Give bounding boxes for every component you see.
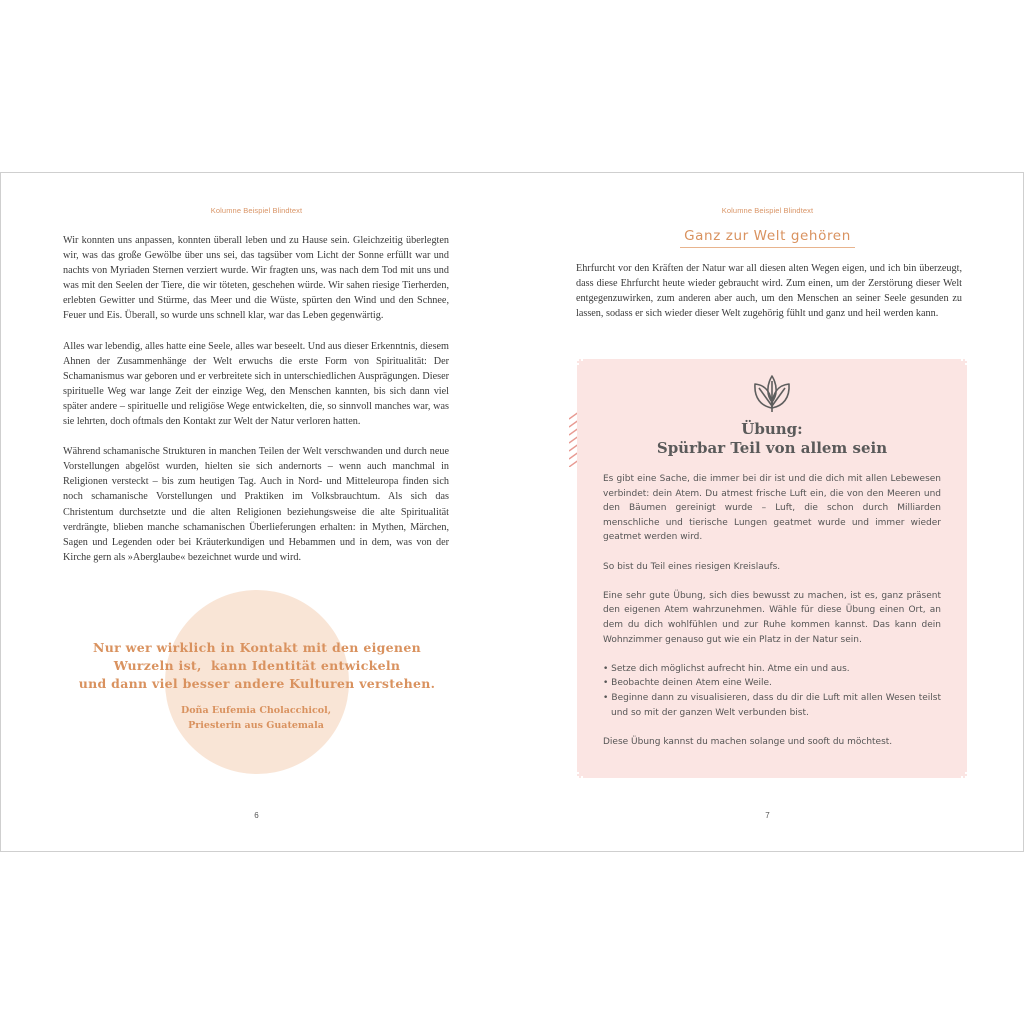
pull-quote-line-2: Wurzeln ist, kann Identität entwickeln (113, 658, 401, 673)
left-paragraph-2: Alles war lebendig, alles hatte eine Seele, alles war beseelt. Und aus dieser Erkenntnis, diesem Ahnen der Zusammenhänge der Welt erwuchs die erste Form von Spiritualität: Der Schamanismus war geboren und er verbreitete sich in unterschiedlichen Ausprägungen. Dieser spirituelle Weg war lange Zeit der einzige Weg, den Menschen kannten, bis sich dann viel später andere – spirituelle und religiöse Wege entwickelten, die, so sinnvoll manches war, was sie lehrten, doch oftmals den Kontakt zur Welt der Natur verloren hatten. (63, 340, 449, 428)
page-number-right: 7 (765, 811, 770, 820)
section-heading: Ganz zur Welt gehören (680, 228, 855, 248)
page-number-left: 6 (254, 811, 259, 820)
corner-dots-tr (961, 359, 967, 365)
pull-quote (71, 639, 443, 693)
exercise-bullet-3: • Beginne dann zu visualisieren, dass du dir die Luft mit allen Wesen teilst und so mit der ganzen Welt verbunden bist. (603, 692, 941, 718)
exercise-title-line-1: Übung: (741, 420, 803, 438)
exercise-bullet-2: • Beobachte deinen Atem eine Weile. (603, 678, 772, 689)
exercise-title (577, 420, 967, 458)
exercise-paragraph-2: So bist du Teil eines riesigen Kreislaufs. (603, 561, 781, 572)
exercise-title-line-2: Spürbar Teil von allem sein (656, 439, 888, 457)
leaf-icon (751, 372, 793, 414)
exercise-paragraph-1: Es gibt eine Sache, die immer bei dir ist und die dich mit allen Lebewesen verbindet: dein Atem. Du atmest frische Luft ein, die von den Meeren und den Bäumen gereinigt wurde – Luft, die schon durch Milliarden menschliche und tierische Lungen geatmet wurde und immer wieder geatmet werden wird. (603, 474, 941, 543)
pull-quote-line-1: Nur wer wirklich in Kontakt mit den eigenen (93, 640, 421, 655)
right-body-text (576, 261, 962, 336)
quote-author (151, 703, 361, 733)
exercise-closing: Diese Übung kannst du machen solange und sooft du möchtest. (603, 736, 893, 747)
left-page (1, 173, 512, 851)
exercise-box (577, 359, 967, 778)
running-head-left: Kolumne Beispiel Blindtext (210, 206, 303, 215)
corner-dots-tl (577, 359, 583, 365)
right-intro-paragraph: Ehrfurcht vor den Kräften der Natur war all diesen alten Wegen eigen, und ich bin überzeugt, dass diese Ehrfurcht heute wieder gebraucht wird. Zum einen, um der Zerstörung dieser Welt entgegenzuwirken, zum anderen aber auch, um den Menschen an seiner Seele gesunden zu lassen, sodass er sich wieder dieser Welt zugehörig fühlt und ganz und heil werden kann. (576, 263, 962, 320)
quote-author-role: Priesterin aus Guatemala (188, 720, 324, 731)
pull-quote-line-3: und dann viel besser andere Kulturen verstehen. (78, 676, 436, 691)
exercise-paragraph-3: Eine sehr gute Übung, sich dies bewusst zu machen, ist es, ganz präsent den eigenen Atem wahrzunehmen. Wähle für diese Übung einen Ort, an dem du dich wohlfühlen und zur Ruhe kommen kannst. Das kann dein Wohnzimmer genauso gut wie ein Platz in der Natur sein. (603, 590, 941, 645)
left-body-text (63, 233, 449, 580)
corner-dots-br (961, 772, 967, 778)
exercise-text (603, 472, 941, 764)
book-spread (0, 172, 1024, 852)
exercise-bullet-1: • Setze dich möglichst aufrecht hin. Atme ein und aus. (603, 663, 850, 674)
corner-dots-bl (577, 772, 583, 778)
left-paragraph-1: Wir konnten uns anpassen, konnten überall leben und zu Hause sein. Gleichzeitig überlegten wir, was das große Gewölbe über uns sei, das tagsüber vom Licht der Sonne erfüllt war und nachts von Myriaden Sternen verziert wurde. Wir fragten uns, was nach dem Tod mit uns und was mit den Seelen der Tiere, die wir töteten, geschehen würde. Wir sahen riesige Tierherden, erlebten Gewitter und Stürme, das Meer und die Wüste, spürten den Wind und den Schnee, Feuer und Eis. Überall, so wurde uns schnell klar, war das Leben gegenwärtig. (63, 235, 449, 322)
running-head-right: Kolumne Beispiel Blindtext (721, 206, 814, 215)
left-paragraph-3: Während schamanische Strukturen in manchen Teilen der Welt verschwanden und durch neue Vorstellungen abgelöst wurden, hielten sie sich andernorts – wenn auch manchmal in Religionen versteckt – bis zum heutigen Tag. Auch in Nord- und Mitteleuropa finden sich noch schamanische Vorstellungen und Praktiken im Volksbrauchtum. Als sich das Christentum durchsetzte und die alten Religionen beziehungsweise die alte Spiritualität verdrängte, blieben manche schamanischen Überlieferungen erhalten: in Mythen, Märchen, Sagen und Legenden oder bei Kräuterkundigen und Hebammen und in dem, was von der Kirche gern als »Aberglaube« bezeichnet wurde und wird. (63, 446, 449, 563)
right-page (512, 173, 1023, 851)
quote-author-name: Doña Eufemia Cholacchicol, (180, 705, 332, 716)
section-heading-wrap (512, 227, 1023, 248)
exercise-bullet-list (603, 662, 941, 720)
